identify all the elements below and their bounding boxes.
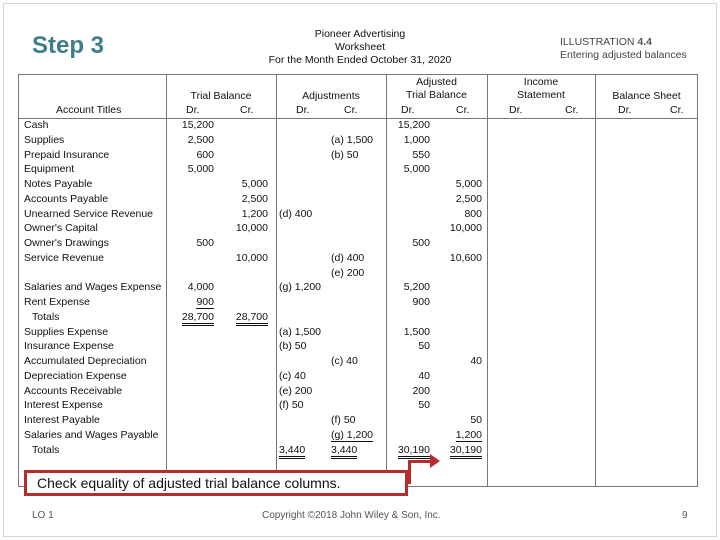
cell-atb-cr: 10,000 bbox=[449, 222, 482, 235]
account-title: Insurance Expense bbox=[24, 340, 114, 353]
account-title: Supplies Expense bbox=[24, 325, 109, 338]
account-title: Accounts Receivable bbox=[24, 384, 123, 397]
income-statement-header: Income Statement bbox=[517, 76, 565, 101]
account-title: Owner's Capital bbox=[24, 222, 98, 235]
step-title: Step 3 bbox=[32, 32, 105, 59]
cell-adj-cr: (g) 1,200 bbox=[331, 428, 374, 441]
cell-adj-dr: (g) 1,200 bbox=[279, 281, 322, 294]
cell-adj-dr: (b) 50 bbox=[279, 340, 307, 353]
account-title: Accounts Payable bbox=[24, 192, 109, 205]
account-title: Interest Expense bbox=[24, 399, 103, 412]
cell-atb-dr: 5,000 bbox=[403, 163, 430, 176]
account-title: Owner's Drawings bbox=[24, 237, 109, 249]
account-title: Prepaid Insurance bbox=[24, 148, 110, 161]
period-label: For the Month Ended October 31, 2020 bbox=[268, 54, 452, 66]
worksheet-heading bbox=[250, 28, 470, 67]
illustration-word: ILLUSTRATION bbox=[560, 36, 635, 48]
column-divider bbox=[386, 74, 387, 487]
cell-tb-cr: 10,000 bbox=[235, 222, 268, 235]
cell-adj-cr: 3,440 bbox=[331, 444, 357, 459]
account-title: Rent Expense bbox=[24, 296, 90, 308]
cell-atb-dr: 550 bbox=[412, 148, 430, 161]
cell-atb-cr: 2,500 bbox=[455, 192, 482, 205]
cell-tb-dr: 28,700 bbox=[182, 311, 214, 326]
cell-tb-cr: 1,200 bbox=[241, 207, 268, 220]
account-title: Salaries and Wages Payable bbox=[24, 428, 159, 441]
account-title: Supplies bbox=[24, 133, 65, 146]
cell-tb-cr: 5,000 bbox=[241, 178, 268, 190]
cell-adj-cr: (a) 1,500 bbox=[331, 133, 374, 146]
dr-header: Dr. bbox=[296, 104, 310, 116]
cell-atb-dr: 500 bbox=[412, 237, 430, 249]
account-title: Salaries and Wages Expense bbox=[24, 281, 162, 294]
totals-row-label: Totals bbox=[32, 310, 60, 323]
cell-atb-dr: 15,200 bbox=[397, 119, 430, 131]
cell-tb-dr: 2,500 bbox=[187, 133, 214, 146]
cell-atb-dr: 50 bbox=[418, 399, 430, 412]
cell-atb-dr: 50 bbox=[418, 340, 430, 353]
cell-atb-dr: 5,200 bbox=[403, 281, 430, 294]
cell-adj-cr: (d) 400 bbox=[331, 251, 365, 264]
company-name: Pioneer Advertising bbox=[314, 28, 406, 40]
column-divider bbox=[595, 74, 596, 487]
cell-atb-dr: 30,190 bbox=[398, 444, 430, 459]
cr-header: Cr. bbox=[240, 104, 254, 116]
cell-atb-dr: 900 bbox=[412, 296, 430, 308]
illustration-label bbox=[560, 36, 710, 62]
cell-adj-cr: (f) 50 bbox=[331, 414, 356, 426]
account-title: Notes Payable bbox=[24, 178, 93, 190]
cell-atb-dr: 40 bbox=[418, 369, 430, 382]
callout-arrow bbox=[408, 462, 411, 484]
cell-tb-cr: 28,700 bbox=[236, 311, 268, 326]
adjustments-header: Adjustments bbox=[302, 90, 360, 102]
cell-tb-dr: 4,000 bbox=[187, 281, 214, 294]
cell-atb-cr: 5,000 bbox=[455, 178, 482, 190]
adjusted-tb-header: Adjusted Trial Balance bbox=[406, 76, 467, 101]
callout-arrow bbox=[408, 460, 432, 463]
arrow-head-icon bbox=[430, 454, 440, 468]
cell-atb-cr: 50 bbox=[470, 414, 482, 426]
cell-tb-dr: 5,000 bbox=[187, 163, 214, 176]
header-divider bbox=[18, 118, 698, 119]
cell-adj-dr: 3,440 bbox=[279, 444, 305, 459]
cell-tb-dr: 600 bbox=[196, 148, 214, 161]
cell-adj-dr: (a) 1,500 bbox=[279, 325, 322, 338]
footer-lo: LO 1 bbox=[32, 510, 54, 521]
account-title: Service Revenue bbox=[24, 251, 104, 264]
cell-adj-dr: (e) 200 bbox=[279, 384, 313, 397]
cell-atb-dr: 200 bbox=[412, 384, 430, 397]
cr-header: Cr. bbox=[670, 104, 684, 116]
cell-adj-cr: (e) 200 bbox=[331, 266, 365, 279]
footer-copyright: Copyright ©2018 John Wiley & Son, Inc. bbox=[262, 510, 441, 521]
cell-atb-cr: 40 bbox=[470, 355, 482, 367]
illustration-number: 4.4 bbox=[637, 36, 653, 48]
cell-atb-dr: 1,500 bbox=[403, 325, 430, 338]
cell-adj-dr: (c) 40 bbox=[279, 369, 306, 382]
balance-sheet-header: Balance Sheet bbox=[612, 90, 681, 102]
illustration-caption: Entering adjusted balances bbox=[560, 49, 687, 61]
trial-balance-header: Trial Balance bbox=[190, 90, 252, 102]
dr-header: Dr. bbox=[618, 104, 632, 116]
cell-atb-cr: 10,600 bbox=[449, 251, 482, 264]
account-title: Unearned Service Revenue bbox=[24, 207, 153, 220]
account-title: Interest Payable bbox=[24, 414, 100, 426]
column-divider bbox=[166, 74, 167, 487]
dr-header: Dr. bbox=[509, 104, 523, 116]
account-title: Cash bbox=[24, 119, 49, 131]
column-divider bbox=[276, 74, 277, 487]
cell-tb-dr: 15,200 bbox=[181, 119, 214, 131]
cell-tb-cr: 10,000 bbox=[235, 251, 268, 264]
cr-header: Cr. bbox=[565, 104, 579, 116]
cell-adj-cr: (b) 50 bbox=[331, 148, 359, 161]
cell-tb-dr: 900 bbox=[196, 296, 214, 308]
dr-header: Dr. bbox=[401, 104, 415, 116]
account-title: Equipment bbox=[24, 163, 75, 176]
callout-box: Check equality of adjusted trial balance columns. bbox=[24, 470, 408, 496]
account-titles-header: Account Titles bbox=[56, 104, 122, 116]
dr-header: Dr. bbox=[186, 104, 200, 116]
account-title: Accumulated Depreciation bbox=[24, 355, 147, 367]
cell-atb-cr: 800 bbox=[464, 207, 482, 220]
cell-atb-cr: 1,200 bbox=[455, 428, 482, 441]
account-title: Depreciation Expense bbox=[24, 369, 127, 382]
cell-tb-cr: 2,500 bbox=[241, 192, 268, 205]
totals-row-label: Totals bbox=[32, 443, 60, 456]
cr-header: Cr. bbox=[344, 104, 358, 116]
column-divider bbox=[487, 74, 488, 487]
cell-adj-dr: (d) 400 bbox=[279, 207, 313, 220]
cell-adj-dr: (f) 50 bbox=[279, 399, 304, 412]
cell-adj-cr: (c) 40 bbox=[331, 355, 358, 367]
cell-atb-cr: 30,190 bbox=[450, 444, 482, 459]
document-name: Worksheet bbox=[335, 41, 385, 53]
cell-tb-dr: 500 bbox=[196, 237, 214, 249]
cr-header: Cr. bbox=[456, 104, 470, 116]
page-number: 9 bbox=[682, 510, 688, 521]
cell-atb-dr: 1,000 bbox=[403, 133, 430, 146]
